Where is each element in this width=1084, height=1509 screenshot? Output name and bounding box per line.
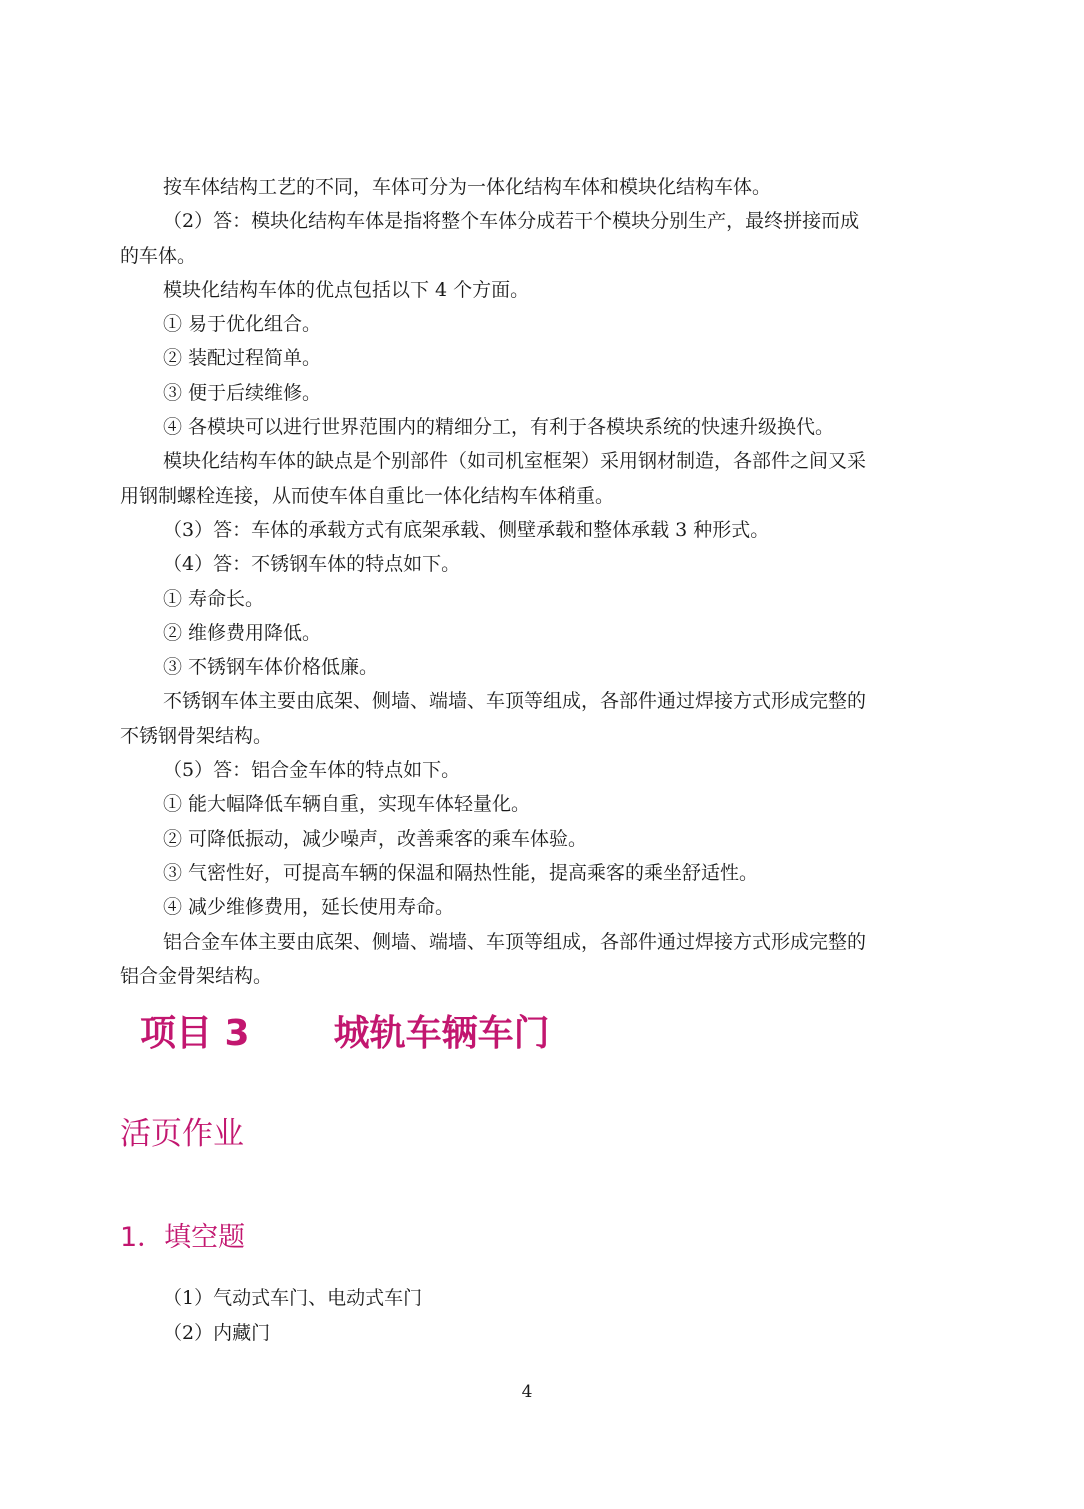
paragraph: （2）答：模块化结构车体是指将整个车体分成若干个模块分别生产，最终拼接而成 — [163, 210, 860, 233]
list-item: ④ 各模块可以进行世界范围内的精细分工，有利于各模块系统的快速升级换代。 — [163, 416, 835, 439]
list-item: ② 装配过程简单。 — [163, 347, 322, 370]
paragraph: 铝合金车体主要由底架、侧墙、端墙、车顶等组成，各部件通过焊接方式形成完整的 — [163, 930, 867, 953]
sub-section-title: 1．填空题 — [120, 1222, 246, 1253]
answer-list — [163, 1281, 422, 1350]
paragraph: 模块化结构车体的优点包括以下 4 个方面。 — [163, 278, 530, 301]
paragraph-continuation: 铝合金骨架结构。 — [120, 964, 273, 987]
section-title: 活页作业 — [120, 1116, 244, 1152]
paragraph-continuation: 用钢制螺栓连接，从而使车体自重比一体化结构车体稍重。 — [120, 484, 615, 507]
list-item: ③ 不锈钢车体价格低廉。 — [163, 656, 379, 679]
paragraph: （3）答：车体的承载方式有底架承载、侧壁承载和整体承载 3 种形式。 — [163, 518, 770, 541]
list-item: ② 维修费用降低。 — [163, 621, 322, 644]
project-title: 城轨车辆车门 — [333, 1013, 550, 1054]
project-heading — [140, 1010, 550, 1058]
project-number: 项目 3 — [140, 1013, 250, 1054]
list-item: ② 可降低振动，减少噪声，改善乘客的乘车体验。 — [163, 827, 588, 850]
list-item: ③ 便于后续维修。 — [163, 381, 322, 404]
paragraph-continuation: 的车体。 — [120, 244, 197, 267]
list-item: ① 寿命长。 — [163, 587, 265, 610]
answer-item: （2）内藏门 — [163, 1321, 271, 1344]
list-item: ① 能大幅降低车辆自重，实现车体轻量化。 — [163, 793, 531, 816]
paragraph: 按车体结构工艺的不同，车体可分为一体化结构车体和模块化结构车体。 — [163, 176, 772, 198]
document-body — [120, 170, 940, 993]
list-item: ③ 气密性好，可提高车辆的保温和隔热性能，提高乘客的乘坐舒适性。 — [163, 861, 759, 884]
paragraph: 模块化结构车体的缺点是个别部件（如司机室框架）采用钢材制造，各部件之间又采 — [163, 450, 867, 473]
page-number: 4 — [521, 1382, 533, 1402]
list-item: ① 易于优化组合。 — [163, 313, 322, 336]
paragraph: 不锈钢车体主要由底架、侧墙、端墙、车顶等组成，各部件通过焊接方式形成完整的 — [163, 690, 867, 713]
list-item: ④ 减少维修费用，延长使用寿命。 — [163, 896, 455, 919]
paragraph: （4）答：不锈钢车体的特点如下。 — [163, 553, 461, 576]
answer-item: （1）气动式车门、电动式车门 — [163, 1287, 423, 1309]
paragraph-continuation: 不锈钢骨架结构。 — [120, 724, 273, 747]
paragraph: （5）答：铝合金车体的特点如下。 — [163, 759, 461, 782]
